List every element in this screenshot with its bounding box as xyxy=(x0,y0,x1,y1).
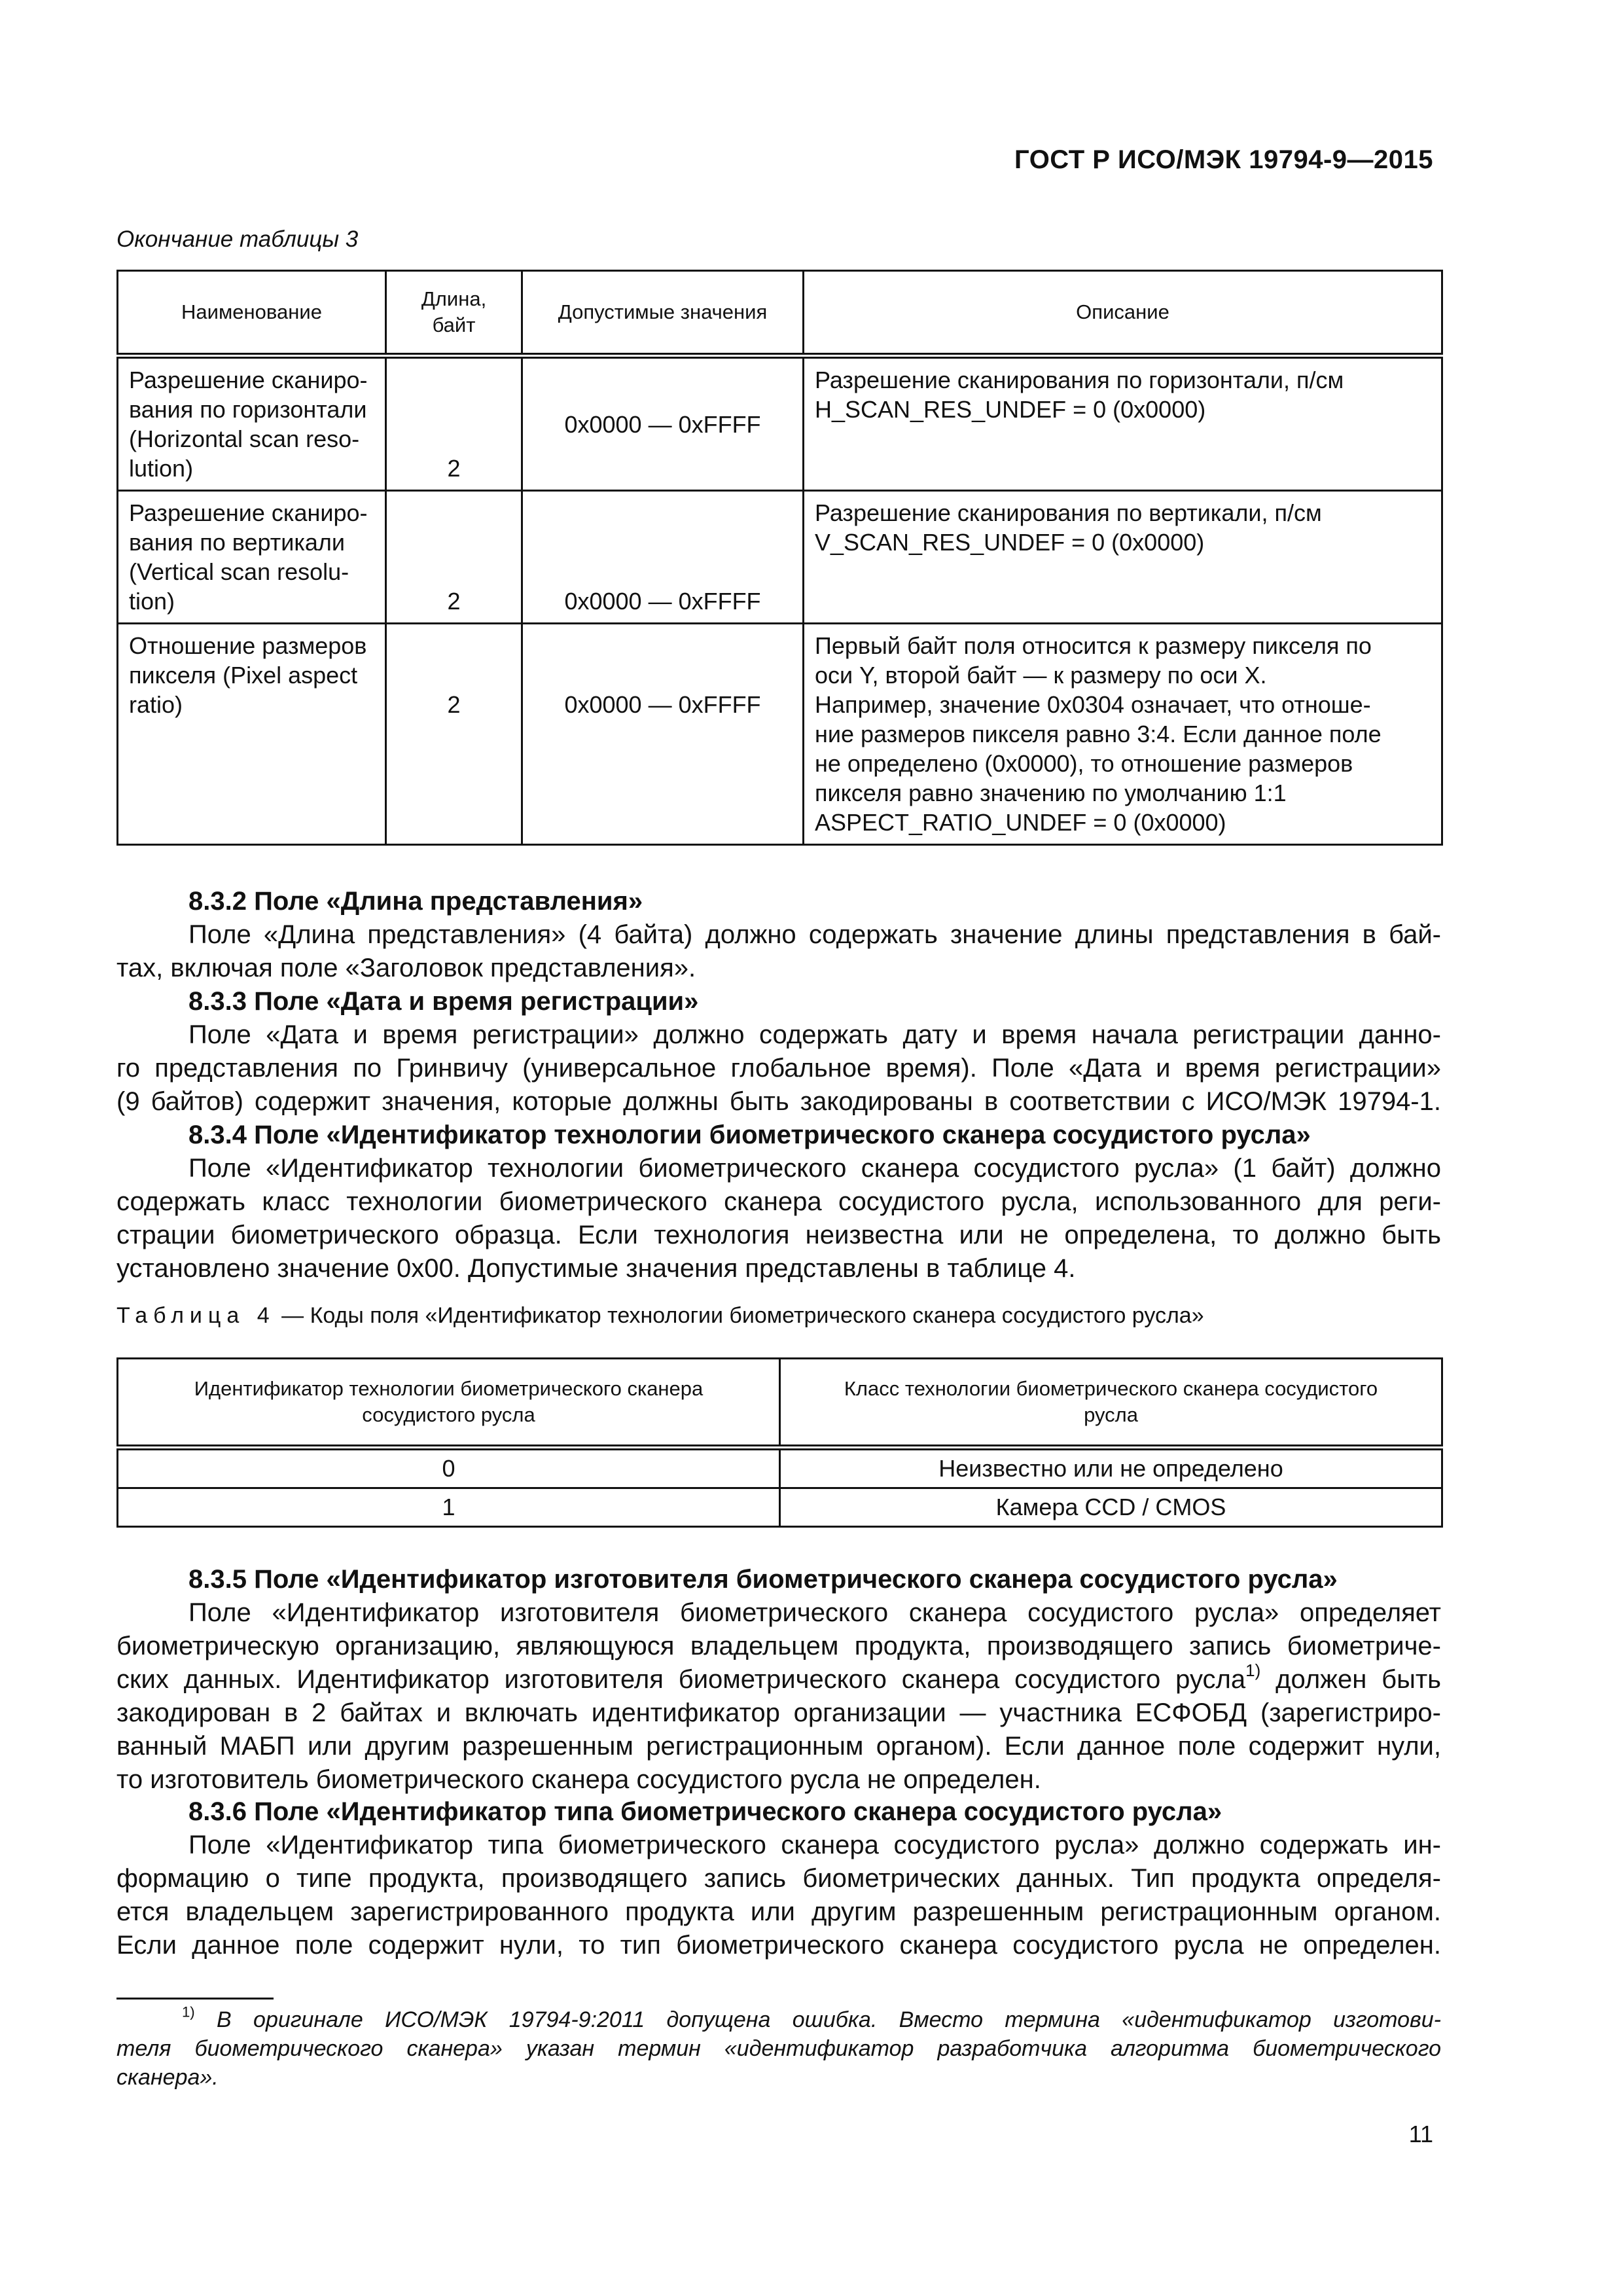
table-header-row xyxy=(118,271,1442,356)
section-heading: 8.3.6 Поле «Идентификатор типа биометрического сканера сосудистого русла» xyxy=(188,1797,1222,1826)
table-row xyxy=(118,356,1442,491)
footnote: $^{1)}$ В оригинале ИСО/МЭК 19794-9:2011 допущена ошибка. Вместо термина «идентификатор изготови- теля биометрического сканера» указан термин «идентификатор разработчика алгоритма биометрического сканера». xyxy=(116,2003,1441,2090)
paragraph: Поле «Идентификатор изготовителя биометрического сканера сосудистого русла» определяет биометрическую организацию, являющуюся владельцем продукта, производящего запись биометриче- ских данных. Идентификатор изготовителя биометрического сканера сосудистого русла$^{1)}$ должен быть закодирован в 2 байтах и включать идентификатор организации — участника ЕСФОБД (зарегистриро- ванный МАБП или другим разрешенным регистрационным органом). Если данное поле содержит нули, то изготовитель биометрического сканера сосудистого русла не определен. xyxy=(116,1598,1442,1794)
column-header-name: Наименование xyxy=(118,271,386,356)
section-heading: 8.3.4 Поле «Идентификатор технологии биометрического сканера сосудистого русла» xyxy=(188,1121,1311,1149)
table-continuation-label: Окончание таблицы 3 xyxy=(116,226,359,252)
field-length: 2 xyxy=(386,356,522,491)
field-description: Разрешение сканирования по горизонтали, п/см H_SCAN_RES_UNDEF = 0 (0x0000) xyxy=(804,356,1442,491)
footnote-mark: 1) xyxy=(182,2003,195,2020)
field-range: 0x0000 — 0xFFFF xyxy=(522,491,804,624)
section-heading: 8.3.5 Поле «Идентификатор изготовителя биометрического сканера сосудистого русла» xyxy=(188,1565,1338,1594)
tech-class: Неизвестно или не определено xyxy=(780,1448,1442,1488)
table-3 xyxy=(116,270,1443,846)
tech-id: 0 xyxy=(118,1448,780,1488)
table-4-caption: Таблица 4 — Коды поля «Идентификатор технологии биометрического сканера сосудистого русла» xyxy=(116,1303,1204,1328)
table-row xyxy=(118,624,1442,845)
field-name: Разрешение сканиро- вания по горизонтали (Horizontal scan reso- lution) xyxy=(118,356,386,491)
document-header: ГОСТ Р ИСО/МЭК 19794-9—2015 xyxy=(1014,145,1433,174)
field-length: 2 xyxy=(386,624,522,845)
field-length: 2 xyxy=(386,491,522,624)
paragraph-line-with-footnote: ских данных. Идентификатор изготовителя биометрического сканера сосудистого русла$^{1)}$ должен быть xyxy=(116,1660,1442,1694)
section-8-3-3 xyxy=(116,985,1441,1119)
table-4 xyxy=(116,1357,1443,1528)
field-range: 0x0000 — 0xFFFF xyxy=(522,356,804,491)
field-description: Первый байт поля относится к размеру пикселя по оси Y, второй байт — к размеру по оси X. Например, значение 0x0304 означает, что отноше- ние размеров пикселя равно 3:4. Если данное поле не определено (0x0000), то отношение размеров пикселя равно значению по умолчанию 1:1 ASPECT_RATIO_UNDEF = 0 (0x0000) xyxy=(804,624,1442,845)
paragraph: Поле «Идентификатор типа биометрического сканера сосудистого русла» должно содержать ин- формацию о типе продукта, производящего запись биометрических данных. Тип продукта определя- ется владельцем зарегистрированного продукта или другим разрешенным регистрационным органом. Если данное поле содержит нули, то тип биометрического сканера сосудистого русла не определен. xyxy=(116,1831,1441,1960)
section-8-3-2 xyxy=(116,885,1441,985)
section-8-3-4 xyxy=(116,1119,1441,1285)
column-header-length: Длина, байт xyxy=(386,271,522,356)
page-number: 11 xyxy=(1408,2121,1433,2147)
section-8-3-6 xyxy=(116,1795,1441,1962)
column-header-id: Идентификатор технологии биометрического сканера сосудистого русла xyxy=(118,1359,780,1448)
paragraph: Поле «Идентификатор технологии биометрического сканера сосудистого русла» (1 байт) должно содержать класс технологии биометрического сканера сосудистого русла, использованного для реги- страции биометрического образца. Если технология неизвестна или не определена, то должно быть установлено значение 0x00. Допустимые значения представлены в таблице 4. xyxy=(116,1154,1441,1283)
table-row xyxy=(118,491,1442,624)
section-heading: 8.3.2 Поле «Длина представления» xyxy=(188,887,643,916)
field-description: Разрешение сканирования по вертикали, п/см V_SCAN_RES_UNDEF = 0 (0x0000) xyxy=(804,491,1442,624)
tech-id: 1 xyxy=(118,1488,780,1527)
table-row xyxy=(118,1448,1442,1488)
field-range: 0x0000 — 0xFFFF xyxy=(522,624,804,845)
section-8-3-5 xyxy=(116,1563,1441,1797)
footnote-reference[interactable]: 1) xyxy=(1245,1660,1261,1680)
table-row xyxy=(118,1488,1442,1527)
column-header-range: Допустимые значения xyxy=(522,271,804,356)
column-header-class: Класс технологии биометрического сканера сосудистого русла xyxy=(780,1359,1442,1448)
table-header-row xyxy=(118,1359,1442,1448)
field-name: Отношение размеров пикселя (Pixel aspect ratio) xyxy=(118,624,386,845)
section-heading: 8.3.3 Поле «Дата и время регистрации» xyxy=(188,987,699,1016)
footnote-separator xyxy=(116,1998,274,2000)
paragraph: Поле «Длина представления» (4 байта) должно содержать значение длины представления в бай- тах, включая поле «Заголовок представления». xyxy=(116,920,1441,982)
field-name: Разрешение сканиро- вания по вертикали (Vertical scan resolu- tion) xyxy=(118,491,386,624)
tech-class: Камера CCD / CMOS xyxy=(780,1488,1442,1527)
column-header-description: Описание xyxy=(804,271,1442,356)
paragraph: Поле «Дата и время регистрации» должно содержать дату и время начала регистрации данно- го представления по Гринвичу (универсальное глобальное время). Поле «Дата и время регистрации» (9 байтов) содержит значения, которые должны быть закодированы в соответствии с ИСО/МЭК 19794-1. xyxy=(116,1020,1441,1116)
